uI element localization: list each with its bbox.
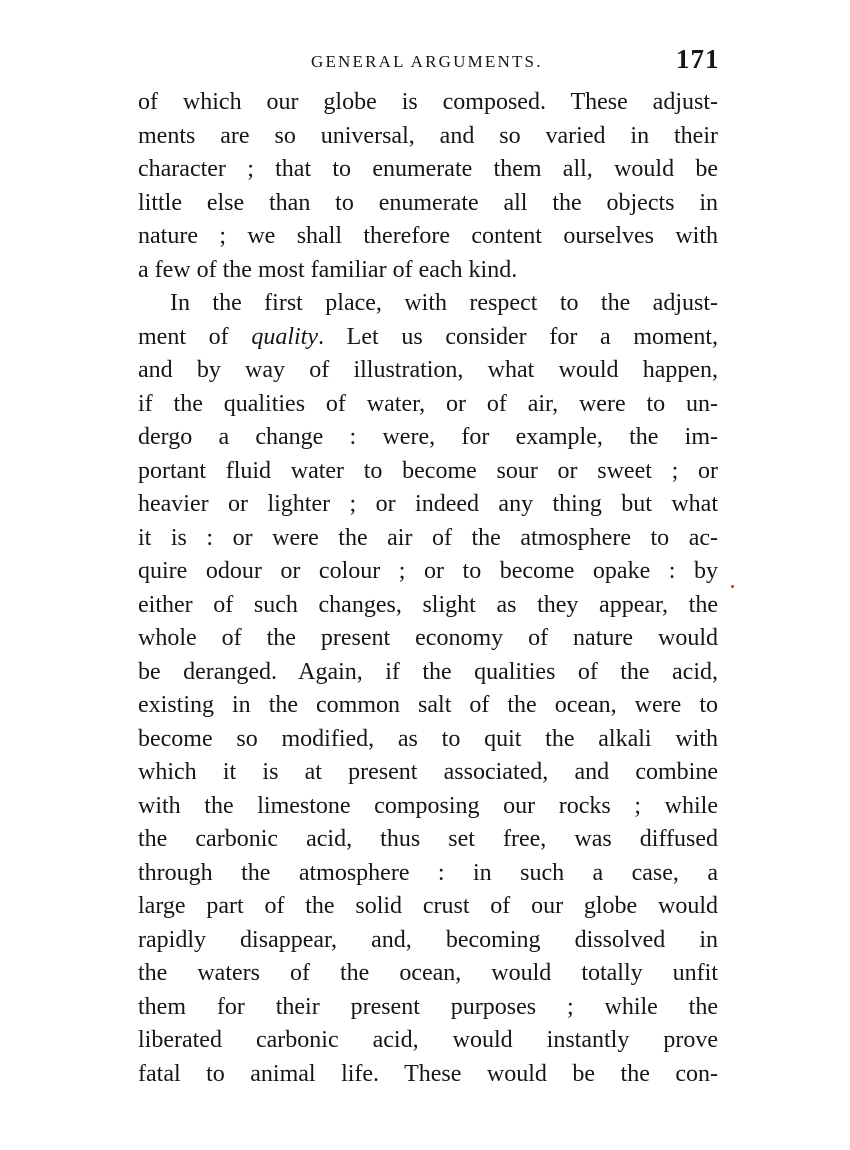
text-line: existing in the common salt of the ocean, were to [138, 692, 718, 718]
text-line: dergo a change : were, for example, the im- [138, 424, 718, 450]
text-line: In the first place, with respect to the adjust- [170, 290, 718, 316]
text-line: quire odour or colour ; or to become opake : by [138, 558, 718, 584]
text-line: large part of the solid crust of our globe would [138, 893, 718, 919]
paragraph [138, 86, 718, 287]
text-line: nature ; we shall therefore content ourselves with [138, 223, 718, 249]
text-line: which it is at present associated, and combine [138, 759, 718, 785]
text-line: either of such changes, slight as they appear, the [138, 591, 718, 618]
text-line: heavier or lighter ; or indeed any thing but what [138, 491, 718, 517]
text-line: if the qualities of water, or of air, were to un- [138, 390, 718, 417]
text-line: portant fluid water to become sour or sweet ; or [138, 457, 718, 484]
running-head [0, 44, 850, 84]
text-line: liberated carbonic acid, would instantly prove [138, 1027, 718, 1053]
text-line: through the atmosphere : in such a case, a [138, 859, 718, 886]
text-line: whole of the present economy of nature would [138, 625, 718, 651]
text-line-with-emphasis [138, 321, 718, 355]
text-line: be deranged. Again, if the qualities of the acid, [138, 658, 718, 685]
paragraph [138, 287, 718, 1091]
text-line: fatal to animal life. These would be the con- [138, 1060, 718, 1087]
text-line: the carbonic acid, thus set free, was diffused [138, 826, 718, 852]
text-line: character ; that to enumerate them all, would be [138, 156, 718, 182]
text-line: of which our globe is composed. These adjust- [138, 89, 718, 115]
page-number: 171 [676, 44, 720, 74]
text-line: a few of the most familiar of each kind. [138, 256, 518, 283]
body-text [138, 86, 718, 1091]
text-line: rapidly disappear, and, becoming dissolved in [138, 926, 718, 953]
text-line: them for their present purposes ; while the [138, 993, 718, 1020]
text-line: become so modified, as to quit the alkali with [138, 725, 718, 752]
text-run: ment of [138, 323, 252, 350]
text-run: . Let us consider for a moment, [318, 323, 718, 350]
text-line: with the limestone composing our rocks ; while [138, 792, 718, 819]
running-title: GENERAL ARGUMENTS. [311, 52, 543, 71]
text-line: and by way of illustration, what would happen, [138, 357, 718, 383]
text-line: it is : or were the air of the atmosphere to ac- [138, 524, 718, 551]
text-line: little else than to enumerate all the objects in [138, 189, 718, 216]
ink-speck [731, 585, 734, 588]
text-line: the waters of the ocean, would totally unfit [138, 960, 718, 986]
emphasized-term: quality [251, 323, 318, 350]
text-line: ments are so universal, and so varied in their [138, 122, 718, 149]
